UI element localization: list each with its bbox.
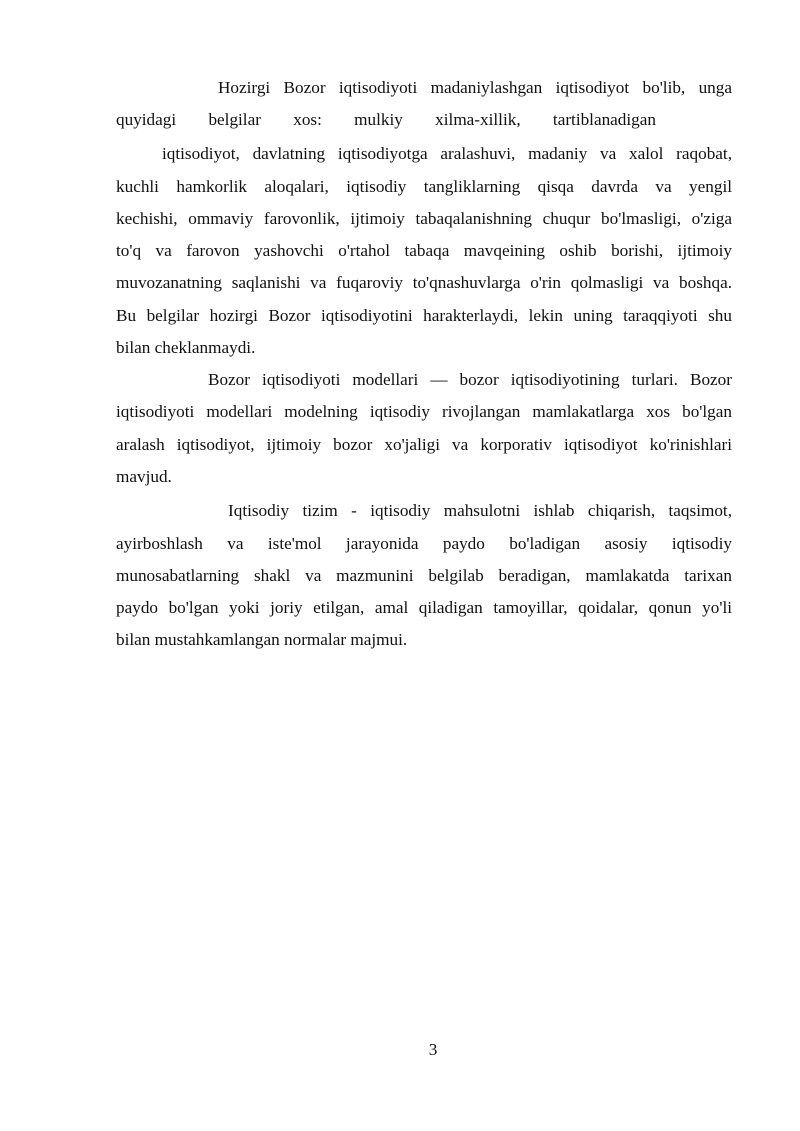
text-line: bilan cheklanmaydi. [116,338,256,357]
text-line: to'q va farovon yashovchi o'rtahol tabaqa mavqeining oshib borishi, ijtimoiy [116,241,732,260]
text-line: muvozanatning saqlanishi va fuqaroviy to'qnashuvlarga o'rin qolmasligi va boshqa. [116,273,732,292]
text-line: mavjud. [116,467,172,486]
text-line: Iqtisodiy tizim - iqtisodiy mahsulotni ishlab chiqarish, taqsimot, [228,501,732,520]
text-line: iqtisodiyoti modellari modelning iqtisodiy rivojlangan mamlakatlarga xos bo'lgan [116,402,732,421]
text-line: Hozirgi Bozor iqtisodiyoti madaniylashgan iqtisodiyot bo'lib, unga [218,78,732,97]
page-number: 3 [428,1040,438,1059]
text-line: kuchli hamkorlik aloqalari, iqtisodiy tangliklarning qisqa davrda va yengil [116,177,732,196]
text-line: aralash iqtisodiyot, ijtimoiy bozor xo'jaligi va korporativ iqtisodiyot ko'rinishlari [116,435,732,454]
text-line: bilan mustahkamlangan normalar majmui. [116,630,408,649]
text-line: kechishi, ommaviy farovonlik, ijtimoiy tabaqalanishning chuqur bo'lmasligi, o'ziga [116,209,732,228]
text-line: Bu belgilar hozirgi Bozor iqtisodiyotini harakterlaydi, lekin uning taraqqiyoti shu [116,306,732,325]
text-line: quyidagi belgilar xos: mulkiy xilma-xillik, tartiblanadigan [116,110,656,129]
text-line: iqtisodiyot, davlatning iqtisodiyotga aralashuvi, madaniy va xalol raqobat, [162,144,732,163]
text-line: munosabatlarning shakl va mazmunini belgilab beradigan, mamlakatda tarixan [116,566,732,585]
text-line: Bozor iqtisodiyoti modellari — bozor iqtisodiyotining turlari. Bozor [208,370,732,389]
text-line: ayirboshlash va iste'mol jarayonida paydo bo'ladigan asosiy iqtisodiy [116,534,732,553]
text-line: paydo bo'lgan yoki joriy etilgan, amal qiladigan tamoyillar, qoidalar, qonun yo'li [116,598,732,617]
